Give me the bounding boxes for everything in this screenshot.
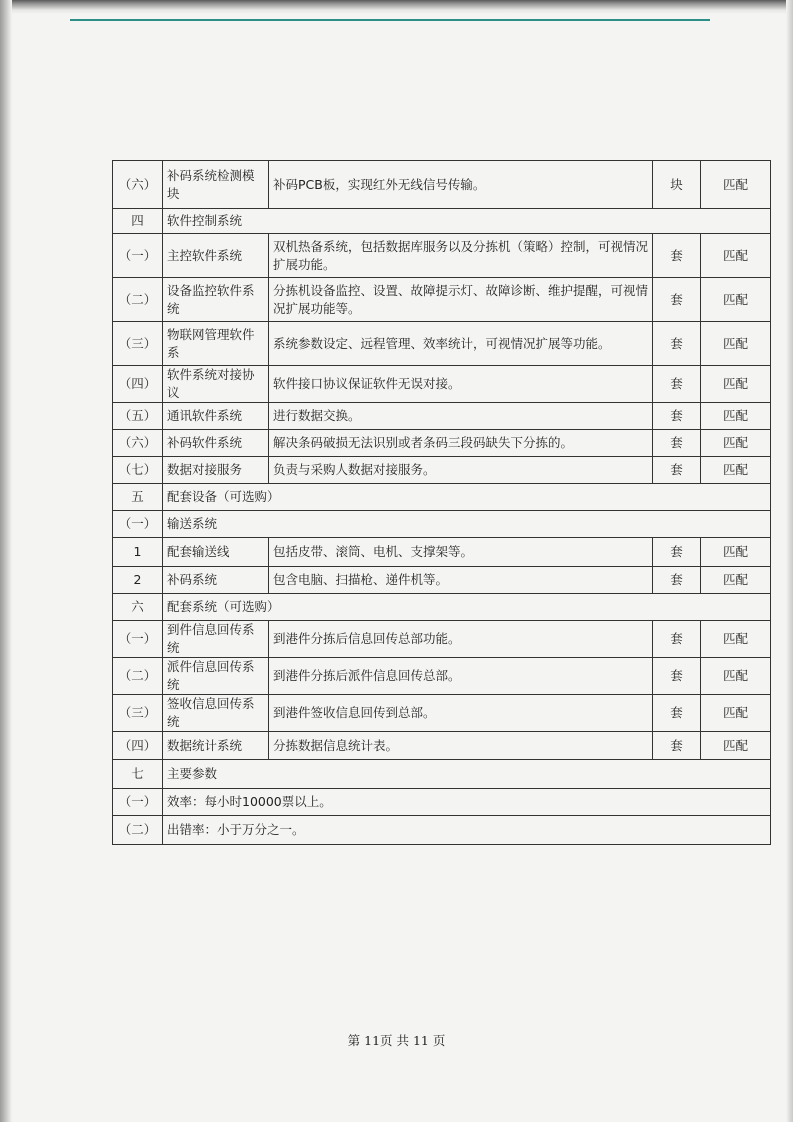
item-name-cell: 通讯软件系统 <box>163 403 269 430</box>
item-row <box>113 621 771 658</box>
item-name-cell: 主控软件系统 <box>163 234 269 278</box>
quantity-cell: 匹配 <box>701 538 771 567</box>
unit-cell: 套 <box>653 234 701 278</box>
section-title-cell: 配套系统（可选购） <box>163 594 771 621</box>
row-number-cell: （三） <box>113 695 163 732</box>
quantity-cell: 匹配 <box>701 430 771 457</box>
quantity-cell: 匹配 <box>701 366 771 403</box>
item-description-cell: 解决条码破损无法识别或者条码三段码缺失下分拣的。 <box>269 430 653 457</box>
item-name-cell: 补码软件系统 <box>163 430 269 457</box>
row-number-cell: （四） <box>113 732 163 760</box>
item-name-cell: 到件信息回传系统 <box>163 621 269 658</box>
item-description-cell: 进行数据交换。 <box>269 403 653 430</box>
row-number-cell: （一） <box>113 789 163 816</box>
item-row <box>113 538 771 567</box>
item-name-cell: 设备监控软件系统 <box>163 278 269 322</box>
row-number-cell: 1 <box>113 538 163 567</box>
item-row <box>113 658 771 695</box>
row-number-cell: 五 <box>113 484 163 511</box>
unit-cell: 套 <box>653 430 701 457</box>
section-title-cell: 出错率：小于万分之一。 <box>163 816 771 845</box>
item-name-cell: 补码系统 <box>163 567 269 594</box>
unit-cell: 套 <box>653 278 701 322</box>
item-description-cell: 系统参数设定、远程管理、效率统计，可视情况扩展等功能。 <box>269 322 653 366</box>
item-name-cell: 签收信息回传系统 <box>163 695 269 732</box>
quantity-cell: 匹配 <box>701 567 771 594</box>
unit-cell: 套 <box>653 732 701 760</box>
section-title-cell: 主要参数 <box>163 760 771 789</box>
section-title-cell: 效率：每小时10000票以上。 <box>163 789 771 816</box>
equipment-spec-table <box>112 160 771 845</box>
row-number-cell: （二） <box>113 658 163 695</box>
quantity-cell: 匹配 <box>701 732 771 760</box>
item-row <box>113 234 771 278</box>
quantity-cell: 匹配 <box>701 278 771 322</box>
quantity-cell: 匹配 <box>701 403 771 430</box>
item-description-cell: 包含电脑、扫描枪、递件机等。 <box>269 567 653 594</box>
item-description-cell: 分拣数据信息统计表。 <box>269 732 653 760</box>
item-row <box>113 403 771 430</box>
section-row <box>113 511 771 538</box>
unit-cell: 套 <box>653 403 701 430</box>
row-number-cell: （六） <box>113 430 163 457</box>
item-description-cell: 到港件分拣后派件信息回传总部。 <box>269 658 653 695</box>
row-number-cell: （六） <box>113 161 163 209</box>
section-title-cell: 配套设备（可选购） <box>163 484 771 511</box>
quantity-cell: 匹配 <box>701 322 771 366</box>
scan-right-shadow <box>786 0 793 1122</box>
row-number-cell: 四 <box>113 209 163 234</box>
quantity-cell: 匹配 <box>701 658 771 695</box>
item-description-cell: 负责与采购人数据对接服务。 <box>269 457 653 484</box>
item-name-cell: 补码系统检测模块 <box>163 161 269 209</box>
item-row <box>113 430 771 457</box>
section-row <box>113 789 771 816</box>
section-title-cell: 输送系统 <box>163 511 771 538</box>
item-name-cell: 物联网管理软件系 <box>163 322 269 366</box>
unit-cell: 块 <box>653 161 701 209</box>
section-row <box>113 594 771 621</box>
item-row <box>113 366 771 403</box>
unit-cell: 套 <box>653 457 701 484</box>
row-number-cell: （七） <box>113 457 163 484</box>
row-number-cell: 六 <box>113 594 163 621</box>
item-row <box>113 278 771 322</box>
row-number-cell: （二） <box>113 278 163 322</box>
quantity-cell: 匹配 <box>701 457 771 484</box>
item-row <box>113 695 771 732</box>
row-number-cell: （二） <box>113 816 163 845</box>
unit-cell: 套 <box>653 322 701 366</box>
page-number: 第 11页 共 11 页 <box>347 1033 446 1048</box>
row-number-cell: （一） <box>113 511 163 538</box>
row-number-cell: （三） <box>113 322 163 366</box>
item-name-cell: 配套输送线 <box>163 538 269 567</box>
section-row <box>113 816 771 845</box>
item-row <box>113 322 771 366</box>
item-name-cell: 软件系统对接协议 <box>163 366 269 403</box>
row-number-cell: 七 <box>113 760 163 789</box>
section-row <box>113 484 771 511</box>
section-row <box>113 209 771 234</box>
row-number-cell: （一） <box>113 621 163 658</box>
quantity-cell: 匹配 <box>701 234 771 278</box>
item-description-cell: 包括皮带、滚筒、电机、支撑架等。 <box>269 538 653 567</box>
item-row <box>113 732 771 760</box>
unit-cell: 套 <box>653 366 701 403</box>
item-description-cell: 到港件分拣后信息回传总部功能。 <box>269 621 653 658</box>
unit-cell: 套 <box>653 538 701 567</box>
unit-cell: 套 <box>653 621 701 658</box>
section-row <box>113 760 771 789</box>
item-name-cell: 派件信息回传系统 <box>163 658 269 695</box>
item-name-cell: 数据统计系统 <box>163 732 269 760</box>
row-number-cell: 2 <box>113 567 163 594</box>
item-name-cell: 数据对接服务 <box>163 457 269 484</box>
item-description-cell: 双机热备系统，包括数据库服务以及分拣机（策略）控制，可视情况扩展功能。 <box>269 234 653 278</box>
unit-cell: 套 <box>653 658 701 695</box>
quantity-cell: 匹配 <box>701 695 771 732</box>
unit-cell: 套 <box>653 695 701 732</box>
unit-cell: 套 <box>653 567 701 594</box>
item-row <box>113 567 771 594</box>
item-row <box>113 161 771 209</box>
scan-top-edge <box>0 0 793 14</box>
item-description-cell: 补码PCB板，实现红外无线信号传输。 <box>269 161 653 209</box>
quantity-cell: 匹配 <box>701 161 771 209</box>
item-row <box>113 457 771 484</box>
item-description-cell: 软件接口协议保证软件无误对接。 <box>269 366 653 403</box>
scan-top-line <box>70 19 710 21</box>
row-number-cell: （一） <box>113 234 163 278</box>
section-title-cell: 软件控制系统 <box>163 209 771 234</box>
item-description-cell: 分拣机设备监控、设置、故障提示灯、故障诊断、维护提醒，可视情况扩展功能等。 <box>269 278 653 322</box>
row-number-cell: （四） <box>113 366 163 403</box>
scan-left-edge <box>0 0 12 1122</box>
item-description-cell: 到港件签收信息回传到总部。 <box>269 695 653 732</box>
row-number-cell: （五） <box>113 403 163 430</box>
quantity-cell: 匹配 <box>701 621 771 658</box>
